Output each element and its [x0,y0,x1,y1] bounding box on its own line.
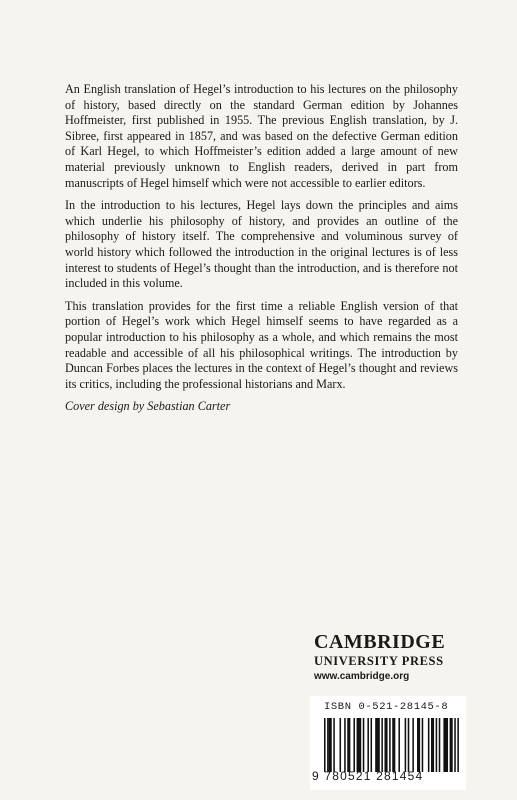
publisher-name: CAMBRIDGE [314,631,446,653]
blurb-paragraph-1: An English translation of Hegel’s introduction to his lectures on the philosophy of history, based directly on the standard German edition by Johannes Hoffmeister, first published in 1955. The previous English translation, by J. Sibree, first appeared in 1857, and was based on the defective German edition of Karl Hegel, to which Hoffmeister’s edition added a large amount of new material previously unknown to English readers, derived in part from manuscripts of Hegel himself which were not accessible to earlier editors. [65,82,458,190]
cover-design-credit: Cover design by Sebastian Carter [65,399,231,414]
isbn-label: ISBN 0-521-28145-8 [324,701,449,713]
publisher-imprint [314,631,445,685]
publisher-subtitle: UNIVERSITY PRESS [314,654,444,668]
barcode-digits: 9 780521 281454 [312,769,424,783]
publisher-url: www.cambridge.org [314,671,410,682]
barcode-icon [324,718,462,772]
barcode-panel [310,696,466,790]
blurb [65,82,458,422]
blurb-paragraph-3: This translation provides for the first time a reliable English version of that portion of Hegel’s work which Hegel himself seems to have regarded as a popular introduction to his philosophy as a whole, and which remains the most readable and accessible of all his philosophical writings. The introduction by Duncan Forbes places the lectures in the context of Hegel’s thought and reviews its critics, including the professional historians and Marx. [65,298,458,391]
blurb-paragraph-2: In the introduction to his lectures, Hegel lays down the principles and aims which underlie his philosophy of history, and provides an outline of the philosophy of history itself. The comprehensive and voluminous survey of world history which followed the introduction in the original lectures is of less interest to students of Hegel’s thought than the introduction, and is therefore not included in this volume. [65,198,458,291]
